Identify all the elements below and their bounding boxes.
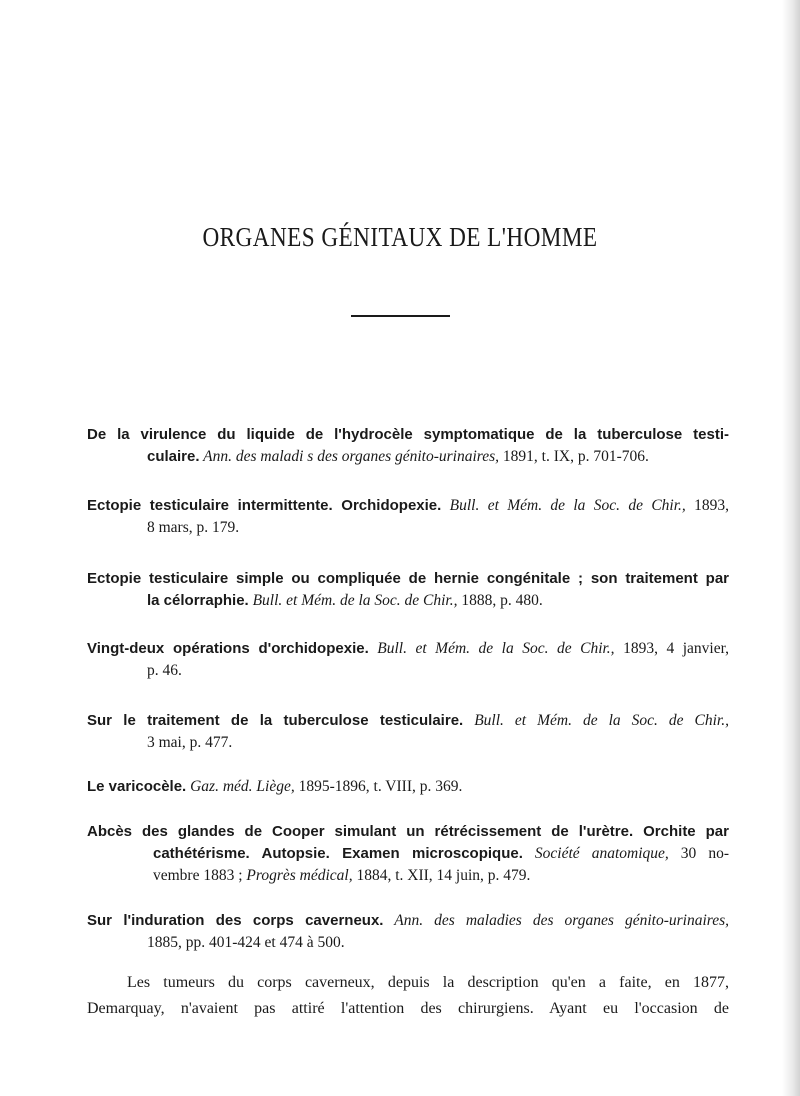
title-rule [351, 315, 450, 317]
body-paragraph: Les tumeurs du corps caverneux, depuis la description qu'en a faite, en 1877, Demarquay, n'avaient pas attiré l'attention des chirurgiens. Ayant eu l'occasion de [87, 974, 729, 1017]
bibliography-entry: Sur le traitement de la tuberculose testiculaire. Bull. et Mém. de la Soc. de Chir., 3 mai, p. 477. [87, 712, 729, 751]
bibliography-entry: Sur l'induration des corps caverneux. Ann. des maladies des organes génito-urinaires, 1885, pp. 401-424 et 474 à 500. [87, 912, 730, 951]
bibliography-entry: Le varicocèle. Gaz. méd. Liège, 1895-1896, t. VIII, p. 369. [87, 778, 463, 795]
bibliography-entry: De la virulence du liquide de l'hydrocèle symptomatique de la tuberculose testi- culaire. Ann. des maladi s des organes génito-urinaires, 1891, t. IX, p. 701-706. [87, 426, 729, 465]
bibliography-entry: Ectopie testiculaire simple ou compliquée de hernie congénitale ; son traitement par la célorraphie. Bull. et Mém. de la Soc. de Chir., 1888, p. 480. [87, 570, 729, 609]
bibliography-entry: Ectopie testiculaire intermittente. Orchidopexie. Bull. et Mém. de la Soc. de Chir., 1893, 8 mars, p. 179. [87, 497, 730, 536]
bibliography-entry: Vingt-deux opérations d'orchidopexie. Bull. et Mém. de la Soc. de Chir., 1893, 4 janvier, p. 46. [87, 640, 729, 679]
page-title: ORGANES GÉNITAUX DE L'HOMME [202, 222, 598, 252]
bibliography-entry: Abcès des glandes de Cooper simulant un rétrécissement de l'urètre. Orchite par cathétérisme. Autopsie. Examen microscopique. Société anatomique, 30 no- vembre 1883 ; Progrès médical, 1884, t. XII, 14 juin, p. 479. [87, 823, 729, 884]
page-edge-shadow [782, 0, 800, 1096]
